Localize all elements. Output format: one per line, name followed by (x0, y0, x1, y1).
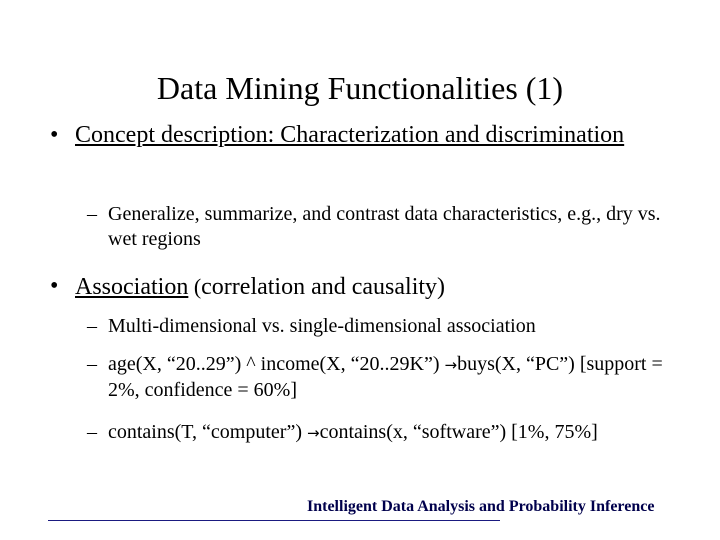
dash-icon: – (87, 421, 97, 443)
footer-course-title: Intelligent Data Analysis and Probability Inference (307, 498, 655, 515)
bullet-concept-description (50, 121, 690, 150)
sub-bullet-text: Generalize, summarize, and contrast data characteristics, e.g., dry vs. wet regions (108, 203, 661, 250)
rule-consequent: buys(X, “PC”) [support = 2%, confidence = 60%] (108, 353, 663, 401)
right-arrow-icon: → (306, 424, 320, 442)
sub-bullet-generalize (87, 202, 687, 252)
sub-bullet-age-rule (87, 352, 687, 403)
dash-icon: – (87, 353, 97, 375)
dash-icon: – (87, 315, 97, 337)
footer-rule (48, 520, 500, 521)
association-paren: ( (188, 274, 202, 299)
bullet-text (50, 272, 690, 302)
sub-bullet-multi-dimensional (87, 314, 687, 339)
right-arrow-icon: → (444, 356, 458, 374)
rule-consequent: contains(x, “software”) [1%, 75%] (319, 421, 598, 443)
bullet-icon: • (50, 122, 59, 148)
rule-antecedent: contains(T, “computer”) (108, 421, 307, 443)
association-term: Association (75, 274, 189, 300)
association-rest: correlation and causality) (201, 274, 446, 300)
rule-antecedent: age(X, “20..29”) ^ income(X, “20..29K”) (108, 353, 445, 375)
sub-bullet-text: Multi-dimensional vs. single-dimensional association (108, 315, 536, 337)
bullet-text: Concept description: Characterization and discrimination (75, 122, 625, 148)
bullet-association (50, 272, 690, 302)
slide-title: Data Mining Functionalities (1) (156, 70, 564, 106)
sub-bullet-text (87, 352, 687, 403)
dash-icon: – (87, 203, 97, 225)
sub-bullet-text (87, 420, 687, 446)
sub-bullet-contains-rule (87, 420, 687, 446)
bullet-icon: • (50, 273, 59, 299)
